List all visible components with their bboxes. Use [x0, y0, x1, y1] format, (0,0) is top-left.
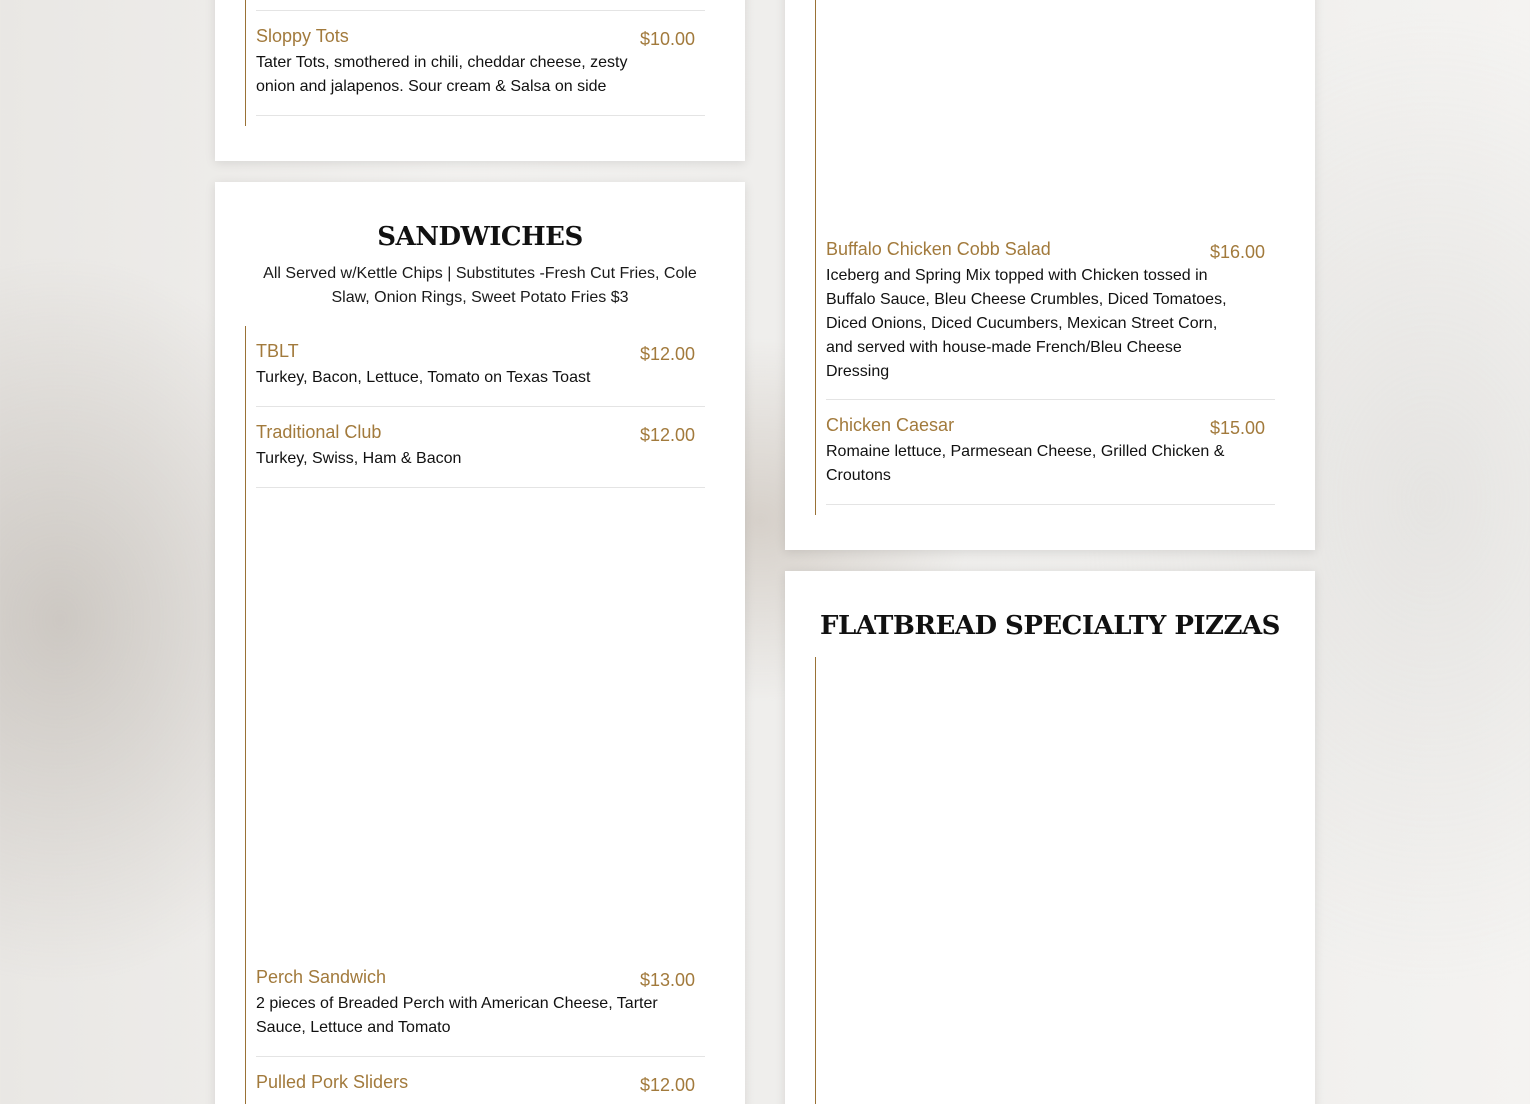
item-divider [256, 115, 705, 116]
item-divider [826, 399, 1275, 400]
item-divider [256, 487, 705, 488]
item-price: $12.00 [639, 425, 695, 445]
section-rule [815, 0, 816, 515]
item-name: Pulled Pork Sliders [256, 1072, 409, 1092]
item-price: $12.00 [639, 1075, 695, 1095]
menu-item-perch-sandwich[interactable] [256, 966, 705, 1036]
item-name: Buffalo Chicken Cobb Salad [826, 239, 1051, 259]
menu-item-sloppy-tots[interactable] [256, 25, 705, 105]
item-price: $12.00 [639, 344, 695, 364]
section-note: All Served w/Kettle Chips | Substitutes -Fresh Cut Fries, Cole Slaw, Onion Rings, Sweet Potato Fries $3 [263, 265, 697, 306]
salads-card [785, 0, 1315, 550]
item-description: 2 pieces of Breaded Perch with American Cheese, Tarter Sauce, Lettuce and Tomato [256, 995, 658, 1036]
menu-item-traditional-club[interactable] [256, 421, 705, 471]
item-description: Turkey, Swiss, Ham & Bacon [256, 450, 462, 467]
item-description: Romaine lettuce, Parmesean Cheese, Grilled Chicken & Croutons [826, 443, 1225, 484]
menu-item-tblt[interactable] [256, 340, 705, 390]
flatbreads-card [785, 571, 1315, 1104]
item-divider [256, 406, 705, 407]
sandwiches-card [215, 182, 745, 1104]
item-price: $13.00 [639, 970, 695, 990]
item-description: Turkey, Bacon, Lettuce, Tomato on Texas Toast [256, 369, 591, 386]
item-divider [256, 10, 705, 11]
item-divider [256, 1056, 705, 1057]
item-name: Traditional Club [256, 422, 382, 442]
menu-item-chicken-caesar[interactable] [826, 414, 1275, 484]
item-name: TBLT [256, 341, 299, 361]
item-description: Iceberg and Spring Mix topped with Chicken tossed in Buffalo Sauce, Bleu Cheese Crumbles, Diced Tomatoes, Diced Onions, Diced Cucumbers, Mexican Street Corn, and served with house-made French/Bleu Cheese Dressing [826, 267, 1227, 380]
appetizers-card [215, 0, 745, 161]
item-price: $16.00 [1209, 242, 1265, 262]
section-title: FLATBREAD SPECIALTY PIZZAS [820, 611, 1280, 641]
item-price: $15.00 [1209, 418, 1265, 438]
menu-item-buffalo-chicken-cobb-salad[interactable] [826, 238, 1275, 378]
item-name: Chicken Caesar [826, 415, 955, 435]
item-price: $10.00 [639, 29, 695, 49]
item-name: Sloppy Tots [256, 26, 349, 46]
item-name: Perch Sandwich [256, 967, 387, 987]
section-rule [815, 657, 816, 1104]
menu-item-pulled-pork-sliders[interactable] [256, 1071, 705, 1104]
section-rule [245, 326, 246, 1104]
section-rule [245, 0, 246, 126]
item-description: Tater Tots, smothered in chili, cheddar cheese, zesty onion and jalapenos. Sour cream & Salsa on side [256, 54, 628, 95]
item-divider [826, 504, 1275, 505]
section-title: SANDWICHES [377, 222, 583, 252]
